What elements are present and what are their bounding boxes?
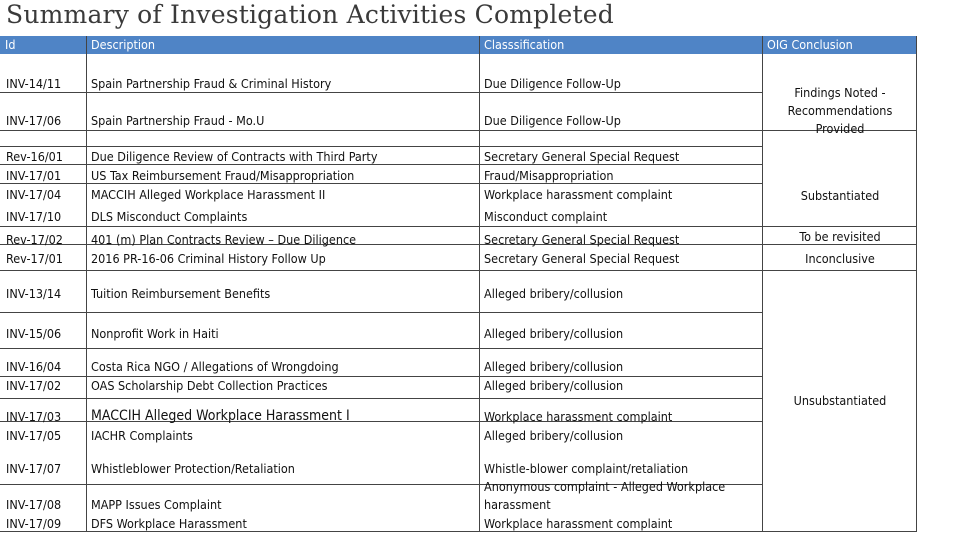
row-classification: Anonymous complaint - Alleged Workplace harassment xyxy=(484,479,726,512)
page-title: Summary of Investigation Activities Completed xyxy=(6,0,614,29)
row-classification: Due Diligence Follow-Up xyxy=(484,113,621,128)
row-classification: Secretary General Special Request xyxy=(484,149,680,164)
conclusion-substantiated: Substantiated xyxy=(800,188,880,203)
row-divider xyxy=(0,312,762,313)
conclusion-findings-line: Recommendations xyxy=(787,103,893,118)
row-id: INV-17/10 xyxy=(6,209,62,224)
row-id: INV-17/08 xyxy=(6,497,62,512)
row-description: MACCIH Alleged Workplace Harassment I xyxy=(91,408,350,424)
row-description: DFS Workplace Harassment xyxy=(91,516,247,531)
header-conclusion: OIG Conclusion xyxy=(762,36,917,54)
row-description: Due Diligence Review of Contracts with Third Party xyxy=(91,149,378,164)
row-description: 401 (m) Plan Contracts Review – Due Diligence xyxy=(91,232,357,247)
row-description: Spain Partnership Fraud & Criminal History xyxy=(91,76,332,91)
row-classification: Due Diligence Follow-Up xyxy=(484,76,621,91)
row-description: MACCIH Alleged Workplace Harassment II xyxy=(91,187,326,202)
row-id: INV-17/01 xyxy=(6,168,62,183)
row-classification: Whistle-blower complaint/retaliation xyxy=(484,461,689,476)
conclusion-findings-line: Provided xyxy=(815,121,865,136)
row-description: Nonprofit Work in Haiti xyxy=(91,326,219,341)
row-classification: Alleged bribery/collusion xyxy=(484,286,624,301)
row-id: INV-17/09 xyxy=(6,516,62,531)
row-classification: Fraud/Misappropriation xyxy=(484,168,614,183)
row-classification: Secretary General Special Request xyxy=(484,232,680,247)
col-divider xyxy=(86,36,87,532)
row-divider xyxy=(0,398,762,399)
row-id: INV-15/06 xyxy=(6,326,62,341)
header-classification: Classsification xyxy=(479,36,762,54)
row-classification: Workplace harassment complaint xyxy=(484,516,673,531)
row-classification: Alleged bribery/collusion xyxy=(484,378,624,393)
row-description: Spain Partnership Fraud - Mo.U xyxy=(91,113,265,128)
row-divider xyxy=(0,226,917,227)
row-description: Whistleblower Protection/Retaliation xyxy=(91,461,295,476)
row-description: IACHR Complaints xyxy=(91,428,193,443)
row-classification: Workplace harassment complaint xyxy=(484,187,673,202)
row-classification: Alleged bribery/collusion xyxy=(484,428,624,443)
conclusion-inconclusive: Inconclusive xyxy=(805,251,875,266)
header-id: Id xyxy=(0,36,86,54)
row-classification: Alleged bribery/collusion xyxy=(484,359,624,374)
row-description: 2016 PR-16-06 Criminal History Follow Up xyxy=(91,251,326,266)
row-id: INV-13/14 xyxy=(6,286,62,301)
row-id: INV-17/05 xyxy=(6,428,62,443)
conclusion-unsubstantiated: Unsubstantiated xyxy=(793,393,887,408)
conclusion-findings xyxy=(763,84,917,138)
row-description: DLS Misconduct Complaints xyxy=(91,209,248,224)
row-id: Rev-17/01 xyxy=(6,251,63,266)
row-id: Rev-17/02 xyxy=(6,232,63,247)
row-description: Tuition Reimbursement Benefits xyxy=(91,286,271,301)
row-description: Costa Rica NGO / Allegations of Wrongdoing xyxy=(91,359,339,374)
row-id: INV-17/04 xyxy=(6,187,62,202)
row-id: INV-17/02 xyxy=(6,378,62,393)
row-id: INV-17/03 xyxy=(6,409,62,424)
row-classification: Misconduct complaint xyxy=(484,209,608,224)
row-description: US Tax Reimbursement Fraud/Misappropriation xyxy=(91,168,355,183)
header-description: Description xyxy=(86,36,479,54)
row-id: INV-14/11 xyxy=(6,76,62,91)
row-description: OAS Scholarship Debt Collection Practices xyxy=(91,378,328,393)
col-divider xyxy=(479,36,480,532)
conclusion-revisit: To be revisited xyxy=(799,229,881,244)
row-description: MAPP Issues Complaint xyxy=(91,497,222,512)
row-id: INV-17/06 xyxy=(6,113,62,128)
row-classification: Secretary General Special Request xyxy=(484,251,680,266)
row-classification: Workplace harassment complaint xyxy=(484,409,673,424)
row-id: INV-17/07 xyxy=(6,461,62,476)
investigation-table xyxy=(0,36,917,533)
row-id: Rev-16/01 xyxy=(6,149,63,164)
row-divider xyxy=(0,270,917,271)
row-classification: Alleged bribery/collusion xyxy=(484,326,624,341)
conclusion-findings-line: Findings Noted - xyxy=(794,85,886,100)
row-divider xyxy=(0,348,762,349)
row-id: INV-16/04 xyxy=(6,359,62,374)
